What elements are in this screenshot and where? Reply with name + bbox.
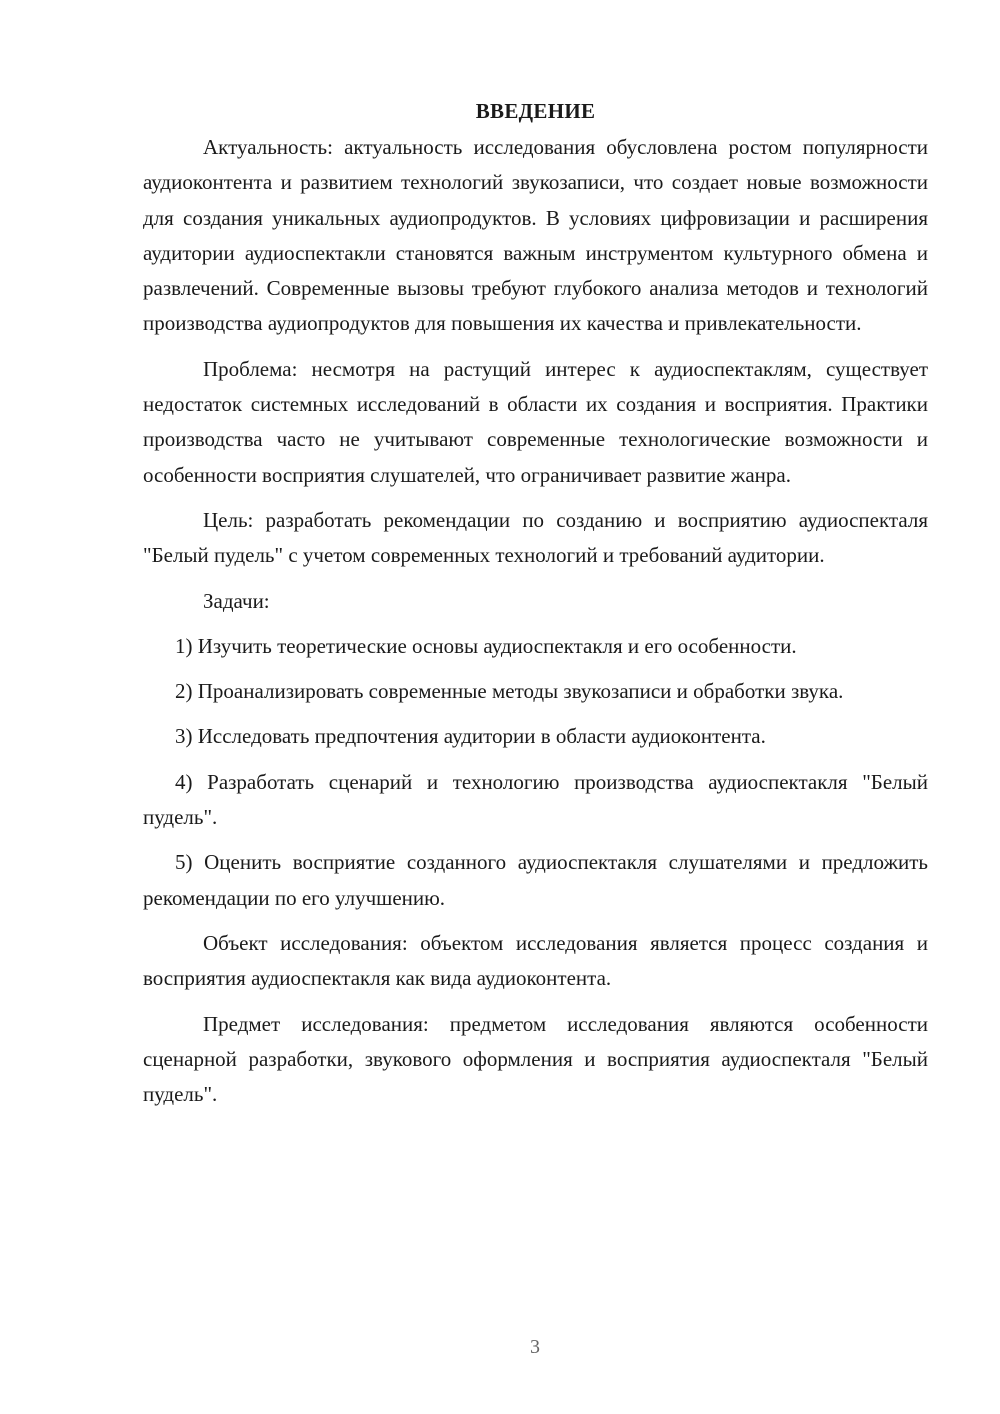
paragraph-relevance: Актуальность: актуальность исследования обусловлена ростом популярности аудиоконтента и развитием технологий звукозаписи, что создает новые возможности для создания уникальных аудиопродуктов. В условиях цифровизации и расширения аудитории аудиоспектакли становятся важным инструментом культурного обмена и развлечений. Современные вызовы требуют глубокого анализа методов и технологий производства аудиопродуктов для повышения их качества и привлекательности. [143,135,928,336]
task-item: 3) Исследовать предпочтения аудитории в области аудиоконтента. [175,724,766,749]
task-item: 4) Разработать сценарий и технологию производства аудиоспектакля "Белый пудель". [143,769,928,830]
paragraph-goal: Цель: разработать рекомендации по созданию и восприятию аудиоспекталя "Белый пудель" с учетом современных технологий и требований аудитории. [143,507,928,568]
task-item: 1) Изучить теоретические основы аудиоспектакля и его особенности. [175,633,797,658]
page-number: 3 [530,1336,540,1358]
section-heading: ВВЕДЕНИЕ [475,99,596,123]
tasks-label: Задачи: [203,588,270,613]
task-item: 2) Проанализировать современные методы звукозаписи и обработки звука. [175,679,844,704]
paragraph-problem: Проблема: несмотря на растущий интерес к аудиоспектаклям, существует недостаток системных исследований в области их создания и восприятия. Практики производства часто не учитывают современные технологические возможности и особенности восприятия слушателей, что ограничивает развитие жанра. [143,356,928,487]
paragraph-subject: Предмет исследования: предметом исследования являются особенности сценарной разработки, звукового оформления и восприятия аудиоспекталя "Белый пудель". [143,1011,928,1107]
page-content [143,96,928,1122]
paragraph-object: Объект исследования: объектом исследования является процесс создания и восприятия аудиоспектакля как вида аудиоконтента. [143,930,928,991]
task-item: 5) Оценить восприятие созданного аудиоспектакля слушателями и предложить рекомендации по его улучшению. [143,850,928,910]
